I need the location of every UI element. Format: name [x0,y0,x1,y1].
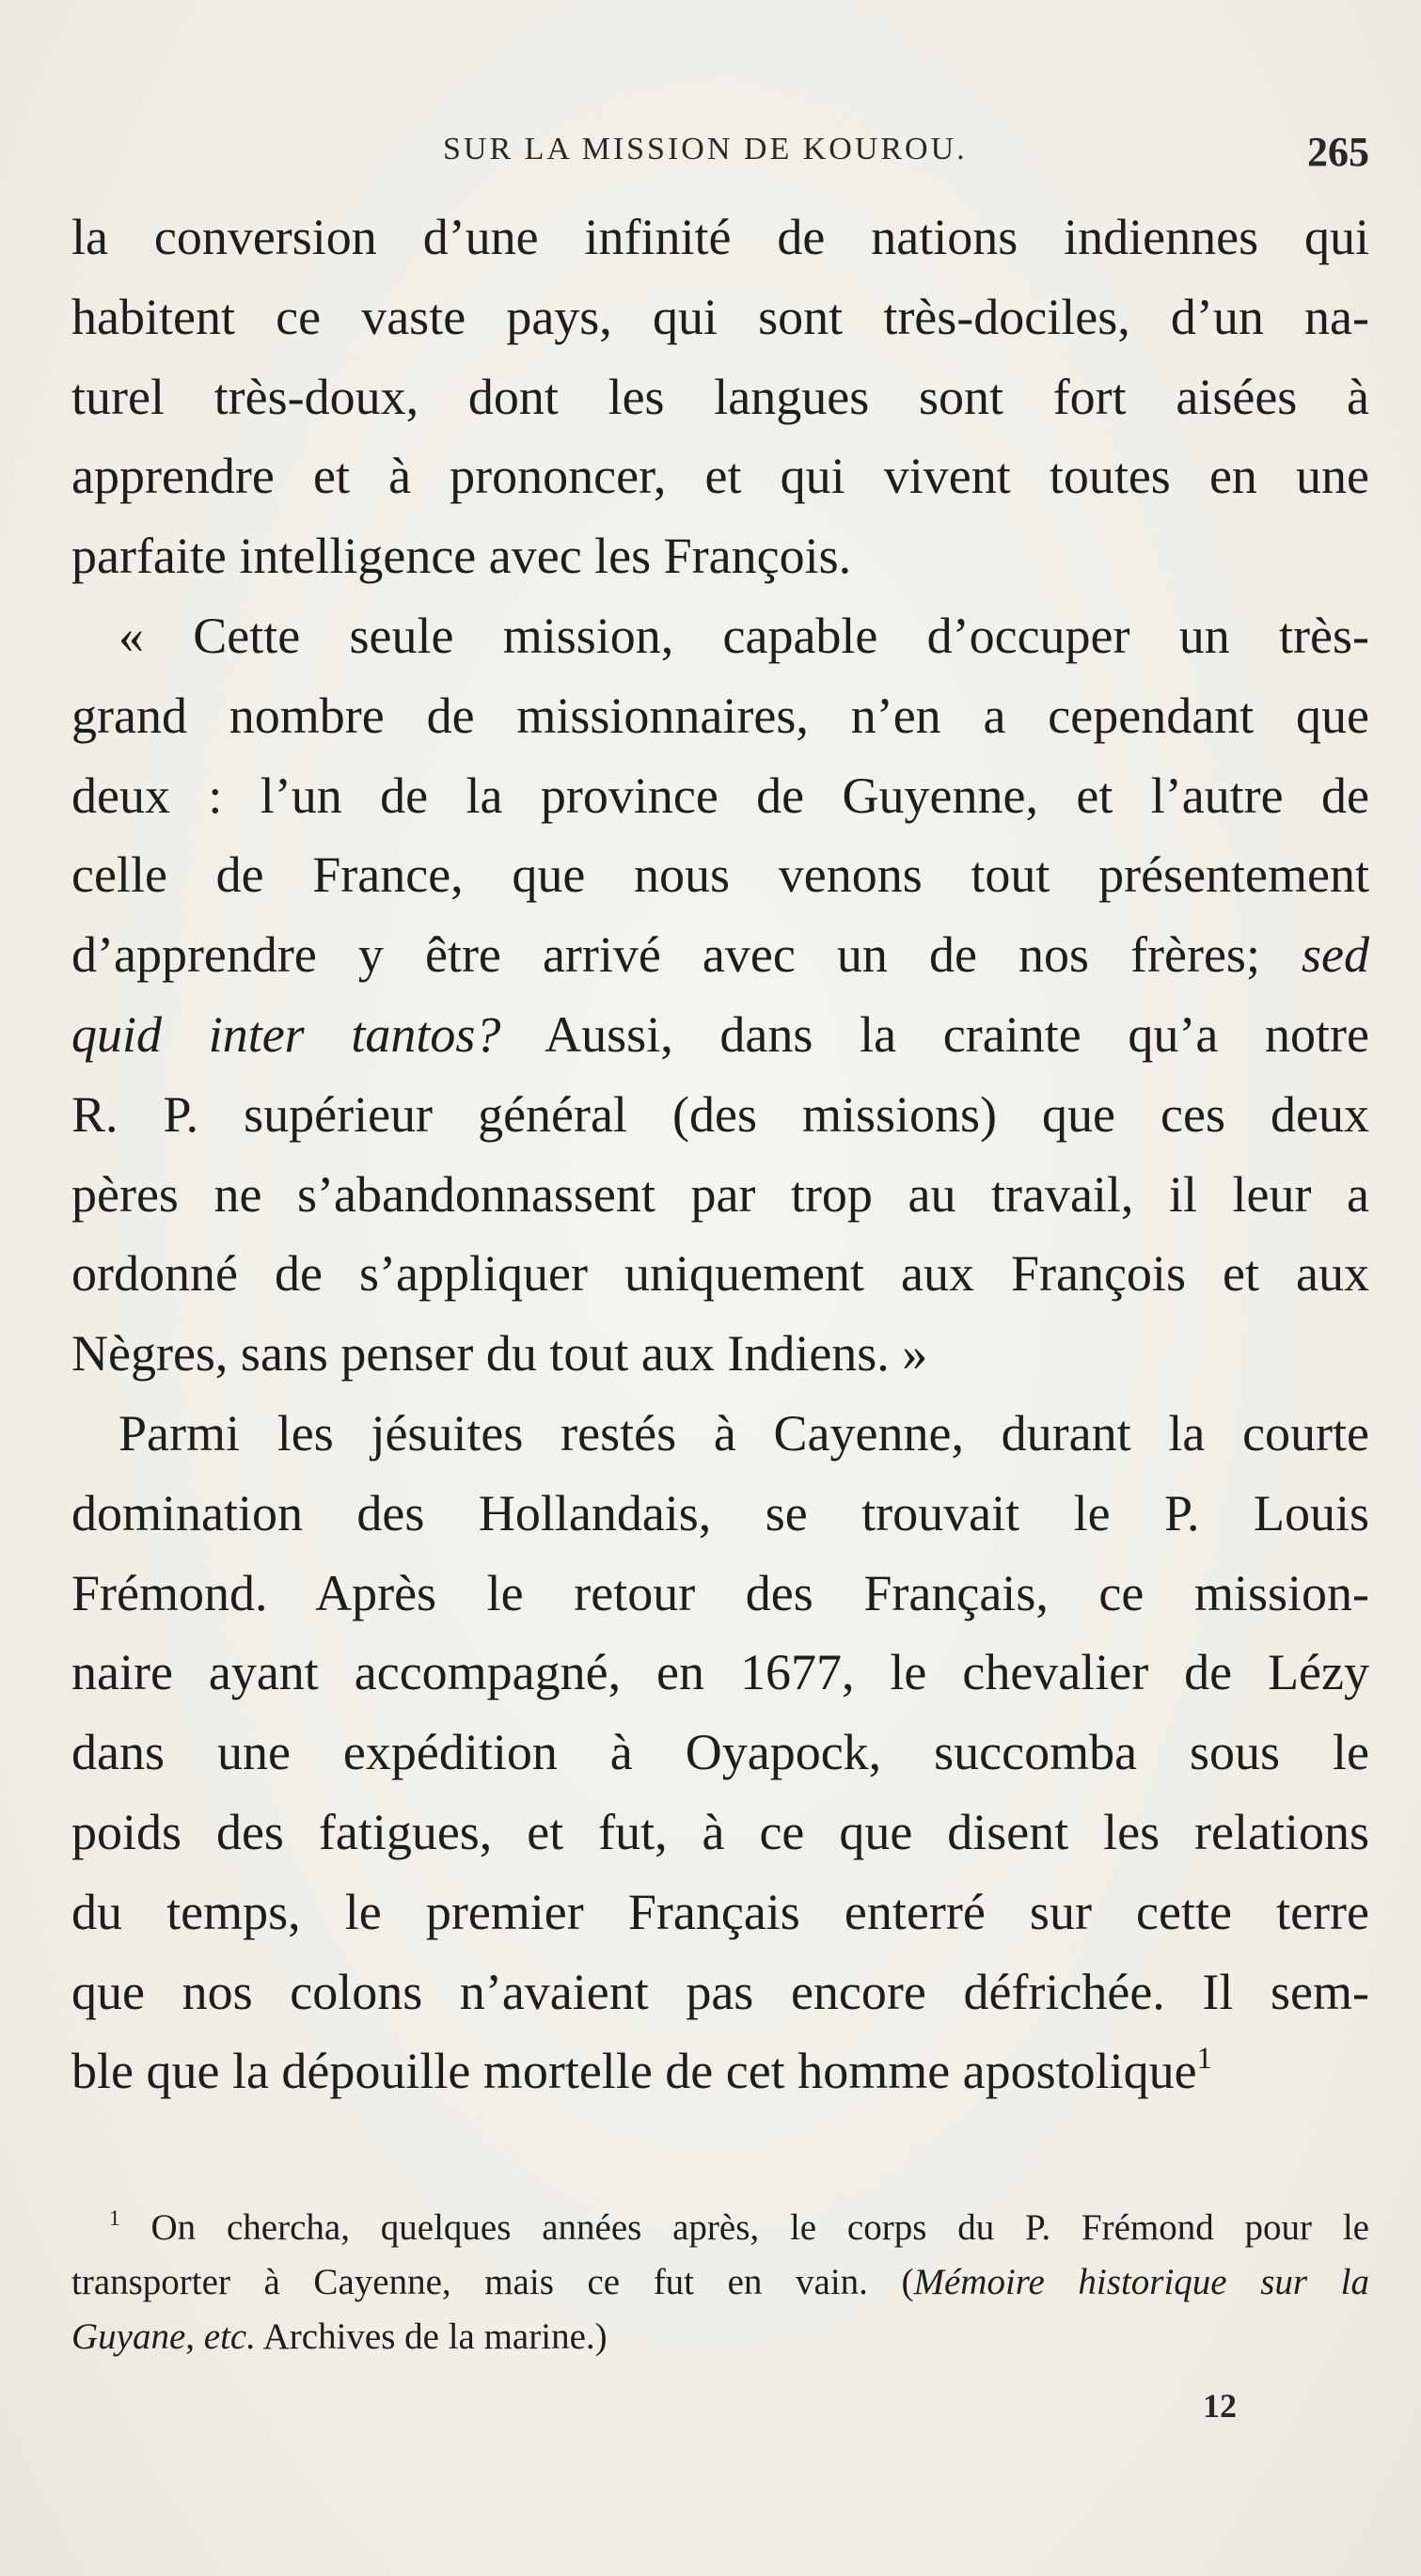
running-title: SUR LA MISSION DE KOUROU. [443,132,968,166]
footnote-text: transporter à Cayenne, mais ce fut en vain. ( [71,2262,914,2302]
text-segment: Aussi, dans la crainte qu’a notre [545,1005,1369,1063]
page-number: 265 [1307,129,1369,175]
footnote-line [71,2310,1369,2364]
text-line: domination des Hollandais, se trouvait le P. Louis [71,1484,1369,1541]
footnote-title: Mémoire historique sur la [913,2262,1369,2302]
page-header [71,129,1369,188]
footnote-marker: 1 [109,2205,120,2231]
text-line: Frémond. Après le retour des Français, ce mission- [71,1564,1369,1621]
text-line: naire ayant accompagné, en 1677, le chevalier de Lézy [71,1644,1369,1701]
text-line: poids des fatigues, et fut, à ce que disent les relations [71,1803,1369,1860]
text-segment: d’apprendre y être arrivé avec un de nos frères; [71,926,1260,984]
text-line: Nègres, sans penser du tout aux Indiens. » [71,1325,928,1383]
text-line: pères ne s’abandonnassent par trop au travail, il leur a [71,1165,1369,1223]
text-line: celle de France, que nous venons tout présentement [71,846,1369,904]
text-line: ordonné de s’appliquer uniquement aux François et aux [71,1245,1369,1303]
text-line [71,2031,1369,2111]
footnote-text: Archives de la marine.) [262,2316,608,2357]
footnote-text: On chercha, quelques années après, le corps du P. Frémond pour le [150,2207,1369,2248]
footnote-title: Guyane, etc. [71,2316,256,2357]
footnotes [71,2201,1369,2364]
footnote-line [71,2201,1369,2255]
text-line: turel très-doux, dont les langues sont fort aisées à [71,368,1369,425]
latin-quote: quid inter tantos? [71,1005,501,1063]
text-line [71,915,1369,995]
text-line: apprendre et à prononcer, et qui vivent toutes en une [71,448,1369,505]
text-line [71,995,1369,1075]
body-text [71,198,1369,2111]
footnote-line [71,2255,1369,2310]
text-line: parfaite intelligence avec les François. [71,528,852,585]
signature-mark: 12 [1203,2387,1237,2425]
text-line: du temps, le premier Français enterré sur cette terre [71,1883,1369,1940]
text-line: grand nombre de missionnaires, n’en a cependant que [71,687,1369,744]
latin-quote: sed [1302,926,1369,984]
text-line: habitent ce vaste pays, qui sont très-dociles, d’un na- [71,288,1369,345]
text-segment: ble que la dépouille mortelle de cet homme apostolique [71,2043,1197,2100]
text-line: R. P. supérieur général (des missions) que ces deux [71,1085,1369,1143]
text-line: que nos colons n’avaient pas encore défrichée. Il sem- [71,1963,1369,2020]
text-line: la conversion d’une infinité de nations indiennes qui [71,209,1369,265]
text-line: deux : l’un de la province de Guyenne, et l’autre de [71,766,1369,824]
text-line: « Cette seule mission, capable d’occuper un très- [118,607,1369,664]
footnote-ref: 1 [1196,2042,1212,2077]
text-line: Parmi les jésuites restés à Cayenne, durant la courte [118,1404,1369,1462]
text-line: dans une expédition à Oyapock, succomba sous le [71,1724,1369,1781]
